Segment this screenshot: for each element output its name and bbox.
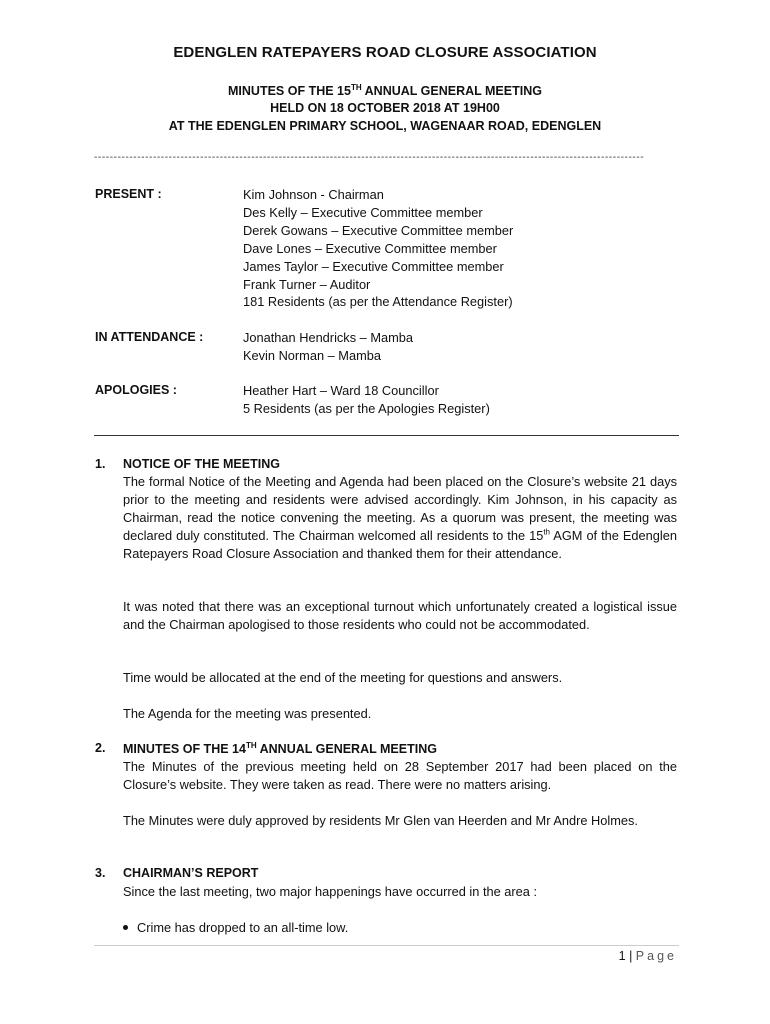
section-heading — [123, 741, 437, 756]
apologies-entry: Heather Hart – Ward 18 Councillor — [243, 383, 439, 398]
heading-text-a: MINUTES OF THE 14 — [123, 742, 246, 757]
present-entry: James Taylor – Executive Committee member — [243, 258, 504, 274]
paragraph-text: The formal Notice of the Meeting and Agenda had been placed on the Closure’s website 21 days prior to the meeting and residents were advised accordingly. Kim Johnson, in his capacity as Chairman, read the notice convening the meeting. As a quorum was present, the meeting was declared duly constituted. The Chairman welcomed all residents to the 15 — [123, 474, 677, 543]
section-heading: CHAIRMAN’S REPORT — [123, 866, 259, 880]
page-footer — [619, 949, 677, 963]
meeting-venue: AT THE EDENGLEN PRIMARY SCHOOL, WAGENAAR ROAD, EDENGLEN — [168, 119, 602, 133]
bullet-item — [123, 920, 348, 935]
paragraph — [123, 473, 677, 563]
paragraph: Since the last meeting, two major happenings have occurred in the area : — [123, 884, 538, 899]
bullet-icon — [123, 925, 128, 930]
bullet-text: Crime has dropped to an all-time low. — [137, 920, 349, 935]
dashed-separator: -------------------------------------------------------------------------------------------------------------------------------------------- — [94, 152, 645, 163]
paragraph: Time would be allocated at the end of the meeting for questions and answers. — [123, 670, 563, 685]
attendance-label: IN ATTENDANCE : — [95, 330, 204, 344]
heading-text-b: ANNUAL GENERAL MEETING — [256, 742, 437, 757]
present-entry: Dave Lones – Executive Committee member — [243, 240, 497, 256]
present-entry: Kim Johnson - Chairman — [243, 187, 384, 202]
meeting-date: HELD ON 18 OCTOBER 2018 AT 19H00 — [270, 101, 500, 115]
footer-separator: | — [625, 949, 636, 963]
paragraph: The Agenda for the meeting was presented. — [123, 706, 372, 721]
section-number: 1. — [95, 457, 106, 471]
section-number: 2. — [95, 741, 106, 755]
apologies-list — [243, 382, 490, 418]
attendance-entry: Kevin Norman – Mamba — [243, 347, 381, 363]
meeting-subtitle — [0, 83, 770, 98]
present-entry: Des Kelly – Executive Committee member — [243, 204, 483, 220]
attendance-entry: Jonathan Hendricks – Mamba — [243, 330, 414, 345]
page-number: 1 — [618, 949, 626, 963]
present-entry: 181 Residents (as per the Attendance Register) — [243, 294, 513, 310]
apologies-label: APOLOGIES : — [95, 383, 177, 397]
present-label: PRESENT : — [95, 187, 162, 201]
section-number: 3. — [95, 866, 106, 880]
paragraph: The Minutes of the previous meeting held on 28 September 2017 had been placed on the Closure’s website. They were taken as read. There were no matters arising. — [123, 759, 677, 792]
ordinal-superscript: th — [543, 527, 550, 537]
subtitle-text-a: MINUTES OF THE 15 — [228, 84, 351, 99]
present-list — [243, 186, 513, 311]
present-entry: Frank Turner – Auditor — [243, 276, 371, 292]
attendance-list — [243, 329, 413, 365]
section-heading: NOTICE OF THE MEETING — [123, 457, 280, 471]
paragraph: The Minutes were duly approved by residents Mr Glen van Heerden and Mr Andre Holmes. — [123, 813, 638, 828]
footer-divider — [94, 945, 679, 946]
subtitle-superscript: TH — [350, 83, 362, 92]
paragraph: It was noted that there was an exceptional turnout which unfortunately created a logistical issue and the Chairman apologised to those residents who could not be accommodated. — [123, 599, 677, 632]
present-entry: Derek Gowans – Executive Committee member — [243, 222, 514, 238]
document-title: EDENGLEN RATEPAYERS ROAD CLOSURE ASSOCIATION — [173, 44, 597, 61]
page-word: Page — [635, 949, 677, 963]
subtitle-text-b: ANNUAL GENERAL MEETING — [361, 84, 542, 99]
apologies-entry: 5 Residents (as per the Apologies Register) — [243, 400, 490, 416]
heading-superscript: TH — [245, 741, 257, 750]
section-divider — [94, 435, 679, 436]
paragraph-text: AGM of the Edenglen Ratepayers Road Closure Association and thanked them for their attendance. — [123, 527, 677, 561]
